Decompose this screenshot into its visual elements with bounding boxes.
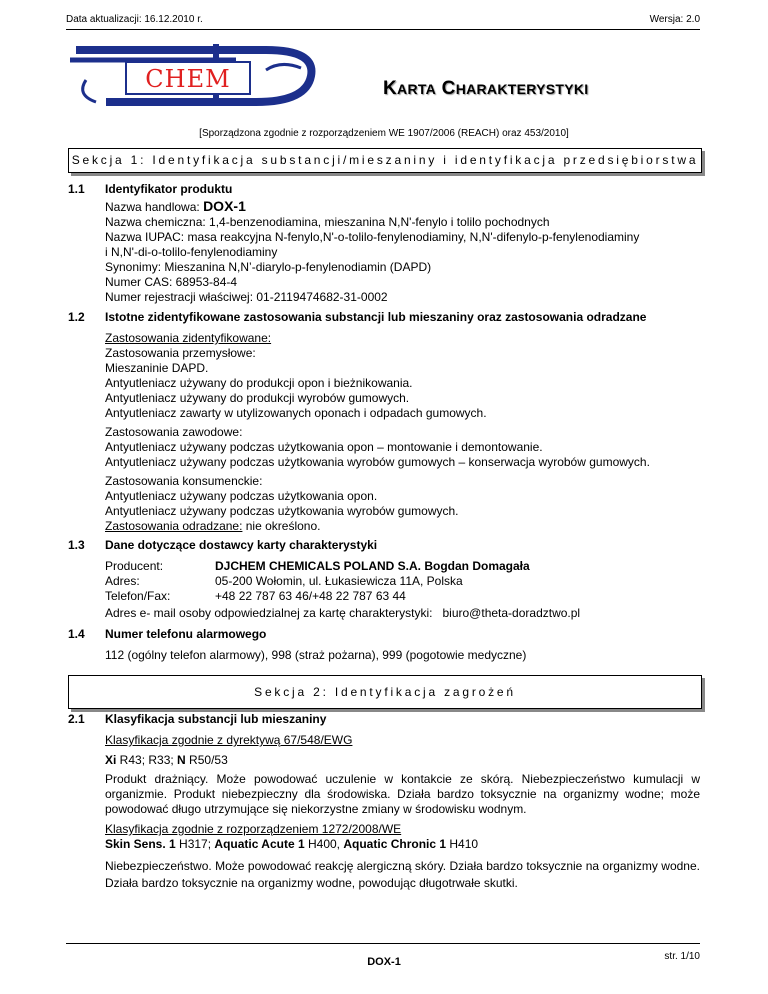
professional-uses-line: Antyutleniacz używany podczas użytkowania opon – montowanie i demontowanie. [105, 440, 543, 454]
section-1-1-number: 1.1 [68, 182, 85, 196]
footer-rule [66, 943, 700, 944]
professional-uses-label: Zastosowania zawodowe: [105, 425, 243, 439]
section-2-header: Sekcja 2: Identyfikacja zagrożeń [68, 675, 702, 709]
identified-uses-label: Zastosowania zidentyfikowane: [105, 331, 272, 345]
company-logo [66, 40, 320, 110]
section-1-4-heading: Numer telefonu alarmowego [105, 627, 267, 641]
email-row [105, 606, 700, 621]
directive-classification-label: Klasyfikacja zgodnie z dyrektywą 67/548/EWG [105, 733, 353, 747]
version: Wersja: 2.0 [649, 14, 700, 25]
phone-label: Telefon/Fax: [105, 589, 171, 603]
industrial-uses-line: Antyutleniacz używany do produkcji wyrobów gumowych. [105, 391, 410, 405]
industrial-uses-line: Antyutleniacz zawarty w utylizowanych oponach i odpadach gumowych. [105, 406, 487, 420]
section-1-2 [105, 310, 700, 534]
logo-text: CHEM [145, 65, 231, 93]
producer-row [105, 559, 700, 574]
section-1-4-number: 1.4 [68, 627, 85, 641]
consumer-uses-line: Antyutleniacz używany podczas użytkowania wyrobów gumowych. [105, 504, 459, 518]
regulation-codes: Skin Sens. 1 H317; Aquatic Acute 1 H400, Aquatic Chronic 1 H410 [105, 837, 479, 851]
section-1-3-number: 1.3 [68, 538, 85, 552]
email-label: Adres e- mail osoby odpowiedzialnej za kartę charakterystyki: [105, 606, 433, 620]
section-2-1-heading: Klasyfikacja substancji lub mieszaniny [105, 712, 327, 726]
trade-name: Nazwa handlowa: DOX-1 [105, 198, 246, 214]
emergency-numbers: 112 (ogólny telefon alarmowy), 998 (straż pożarna), 999 (pogotowie medyczne) [105, 648, 527, 662]
section-1-header: Sekcja 1: Identyfikacja substancji/mieszaniny i identyfikacja przedsiębiorstwa [68, 148, 702, 173]
footer-product: DOX-1 [367, 956, 401, 968]
consumer-uses-label: Zastosowania konsumenckie: [105, 474, 263, 488]
section-1-1-heading: Identyfikator produktu [105, 182, 233, 196]
section-1-2-heading: Istotne zidentyfikowane zastosowania substancji lub mieszaniny oraz zastosowania odradzane [105, 310, 647, 324]
section-1-2-number: 1.2 [68, 310, 85, 324]
regulation-text: Niebezpieczeństwo. Może powodować reakcję alergiczną skóry. Działa bardzo toksycznie na organizmy wodne. Działa bardzo toksycznie na organizmy wodne, powodując długotrwałe skutki. [105, 859, 700, 890]
document-title: KARTA CHARAKTERYSTYKI [383, 78, 589, 99]
consumer-uses-line: Antyutleniacz używany podczas użytkowania opon. [105, 489, 378, 503]
section-1-3 [105, 538, 700, 621]
address-row [105, 574, 700, 589]
producer-value: DJCHEM CHEMICALS POLAND S.A. Bogdan Domagała [215, 559, 530, 573]
address-label: Adres: [105, 574, 140, 588]
directive-codes: Xi R43; R33; N R50/53 [105, 753, 228, 767]
producer-label: Producent: [105, 559, 164, 573]
info-line: Nazwa chemiczna: 1,4-benzenodiamina, mieszanina N,N'-fenylo i tolilo pochodnych [105, 215, 550, 229]
directive-text: Produkt drażniący. Może powodować uczulenie w kontakcie ze skórą. Niebezpieczeństwo kumulacji w organizmie. Produkt niebezpieczny dla środowiska. Działa bardzo toksycznie na organizmy wodne; może powodować długo utrzymujące się niekorzystne zmiany w środowisku wodnym. [105, 772, 700, 816]
section-1-3-heading: Dane dotyczące dostawcy karty charakterystyki [105, 538, 378, 552]
advised-against: Zastosowania odradzane: nie określono. [105, 519, 321, 533]
section-2-1 [105, 712, 700, 892]
regulation-note: [Sporządzona zgodnie z rozporządzeniem WE 1907/2006 (REACH) oraz 453/2010] [199, 128, 569, 139]
header-rule [66, 29, 700, 30]
section-1-4 [105, 627, 700, 663]
section-1-1 [105, 182, 700, 305]
industrial-uses-line: Antyutleniacz używany do produkcji opon i bieżnikowania. [105, 376, 413, 390]
page-number: str. 1/10 [664, 951, 700, 962]
email-link[interactable]: biuro@theta-doradztwo.pl [442, 606, 581, 620]
regulation-classification-label: Klasyfikacja zgodnie z rozporządzeniem 1272/2008/WE [105, 822, 402, 836]
industrial-uses-line: Zastosowania przemysłowe: [105, 346, 256, 360]
address-value: 05-200 Wołomin, ul. Łukasiewicza 11A, Polska [215, 574, 463, 588]
info-line: Numer rejestracji właściwej: 01-2119474682-31-0002 [105, 290, 388, 304]
industrial-uses-line: Mieszaninie DAPD. [105, 361, 209, 375]
section-2-1-number: 2.1 [68, 712, 85, 726]
info-line: Numer CAS: 68953-84-4 [105, 275, 238, 289]
info-line: Nazwa IUPAC: masa reakcyjna N-fenylo,N'-o-tolilo-fenylenodiaminy, N,N'-difenylo-p-fenylenodiaminy [105, 230, 640, 244]
phone-value: +48 22 787 63 46/+48 22 787 63 44 [215, 589, 406, 603]
phone-row [105, 589, 700, 604]
professional-uses-line: Antyutleniacz używany podczas użytkowania wyrobów gumowych – konserwacja wyrobów gumowych. [105, 455, 650, 469]
update-date: Data aktualizacji: 16.12.2010 r. [66, 14, 203, 25]
info-line: Synonimy: Mieszanina N,N’-diarylo-p-fenylenodiamin (DAPD) [105, 260, 432, 274]
info-line: i N,N'-di-o-tolilo-fenylenodiaminy [105, 245, 278, 259]
